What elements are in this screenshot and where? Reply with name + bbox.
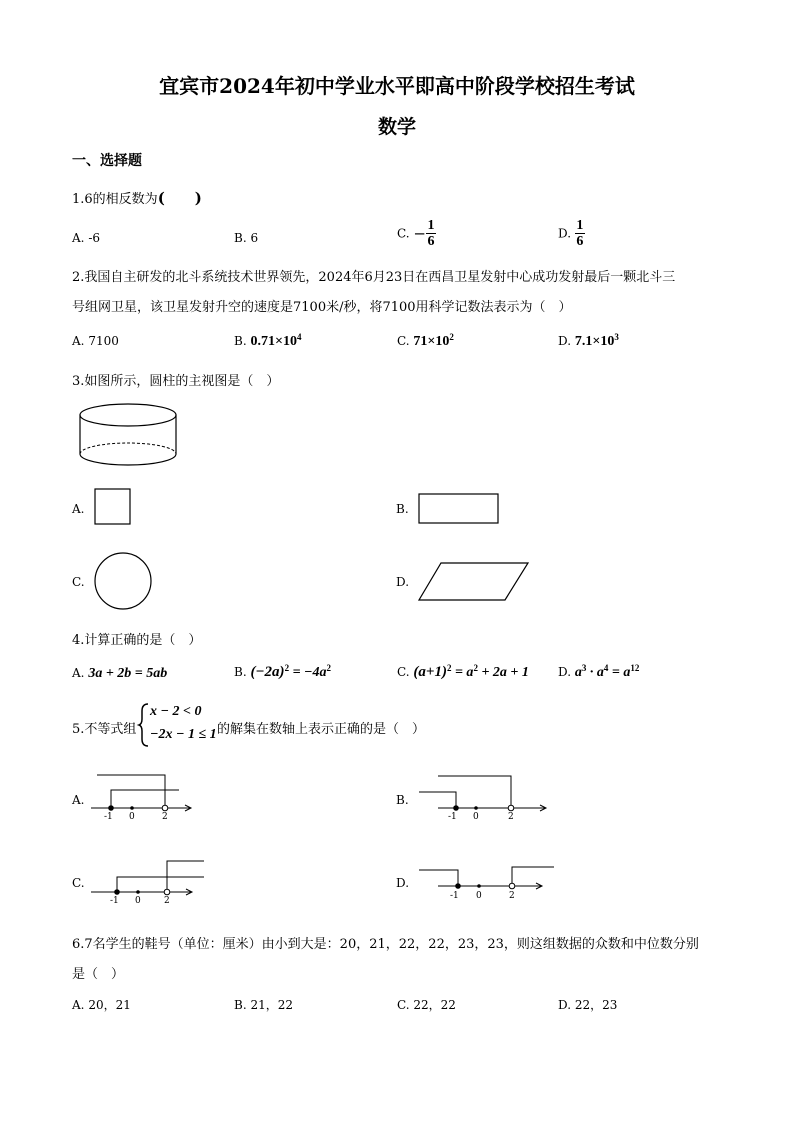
tick-label: -1 bbox=[448, 812, 457, 822]
q5-option-d[interactable]: D. bbox=[396, 876, 410, 890]
q3-option-a[interactable]: A. bbox=[72, 502, 85, 516]
option-label: C. bbox=[397, 665, 410, 679]
option-label: A. bbox=[72, 666, 85, 680]
option-label: D. bbox=[558, 226, 572, 241]
expr-part: (a+1) bbox=[413, 664, 447, 680]
tick-label: 2 bbox=[164, 896, 170, 906]
expr-part: + 2a + 1 bbox=[477, 665, 529, 680]
exponent: 3 bbox=[614, 332, 619, 342]
option-value: 22，23 bbox=[574, 998, 618, 1012]
q3-option-b[interactable]: B. bbox=[396, 502, 409, 516]
exam-title: 宜宾市2024年初中学业水平即高中阶段学校招生考试 bbox=[159, 74, 635, 98]
option-value: 22，22 bbox=[413, 998, 456, 1012]
fraction bbox=[575, 218, 585, 249]
q6-option-d[interactable] bbox=[558, 996, 617, 1013]
option-label: C. bbox=[397, 226, 410, 241]
option-label: C. bbox=[397, 334, 410, 348]
exponent: 2 bbox=[284, 663, 290, 673]
square-shape bbox=[94, 488, 134, 528]
tick-label: -1 bbox=[450, 891, 459, 901]
question-1-text: 1.6的相反数为 bbox=[72, 192, 158, 207]
option-label: D. bbox=[558, 334, 572, 348]
q4-option-a[interactable] bbox=[72, 666, 167, 682]
tick-label: 0 bbox=[129, 812, 135, 822]
expr-part: (−2a) bbox=[250, 664, 285, 680]
fraction bbox=[426, 218, 436, 249]
tick-label: -1 bbox=[104, 812, 113, 822]
denominator: 6 bbox=[427, 234, 435, 249]
question-6-line-2: 是（ ） bbox=[72, 967, 125, 982]
option-label: D. bbox=[558, 665, 572, 679]
q2-option-b[interactable] bbox=[234, 332, 301, 350]
number-line-b bbox=[418, 774, 548, 826]
cylinder-figure bbox=[78, 402, 178, 472]
option-value: 6 bbox=[250, 231, 259, 245]
option-label: B. bbox=[234, 231, 247, 245]
tick-label: 2 bbox=[509, 891, 515, 901]
tick-label: 0 bbox=[476, 891, 482, 901]
option-label: C. bbox=[397, 998, 410, 1012]
minus-sign: − bbox=[413, 224, 426, 243]
inequality-1: x − 2 < 0 bbox=[150, 704, 202, 719]
question-2-line-1: 2.我国自主研发的北斗系统技术世界领先，2024年6月23日在西昌卫星发射中心成功发射最后一颗北斗三 bbox=[72, 270, 676, 285]
expr-part: = a bbox=[608, 665, 631, 680]
denominator: 6 bbox=[576, 234, 584, 249]
system-brace bbox=[138, 703, 150, 747]
q6-option-b[interactable] bbox=[234, 996, 293, 1013]
tick-label: 0 bbox=[135, 896, 141, 906]
section-heading: 一、选择题 bbox=[72, 153, 142, 169]
subject-title: 数学 bbox=[377, 116, 416, 138]
exponent: 4 bbox=[296, 332, 302, 342]
option-label: D. bbox=[558, 998, 572, 1012]
inequality-2: −2x − 1 ≤ 1 bbox=[150, 727, 217, 742]
exponent: 2 bbox=[449, 332, 454, 342]
q5-option-b[interactable]: B. bbox=[396, 793, 409, 807]
numerator: 1 bbox=[576, 218, 584, 233]
tick-label: 2 bbox=[508, 812, 514, 822]
expr-part: = −4a bbox=[289, 665, 327, 680]
exponent: 2 bbox=[326, 663, 332, 673]
number-line-d bbox=[418, 862, 558, 910]
option-value: 7.1×10 bbox=[574, 334, 615, 349]
option-value: 7100 bbox=[88, 334, 119, 348]
question-5-pre: 5.不等式组 bbox=[72, 722, 137, 737]
q5-option-c[interactable]: C. bbox=[72, 876, 85, 890]
option-label: A. bbox=[72, 334, 85, 348]
option-value: -6 bbox=[88, 231, 101, 245]
q2-option-a[interactable] bbox=[72, 334, 119, 348]
option-value: 0.71×10 bbox=[250, 334, 297, 349]
exponent: 2 bbox=[473, 663, 478, 673]
q1-option-b[interactable] bbox=[234, 231, 258, 245]
exponent: 3 bbox=[581, 663, 587, 673]
option-value: 21，22 bbox=[250, 998, 294, 1012]
option-label: A. bbox=[72, 231, 85, 245]
q1-option-a[interactable] bbox=[72, 231, 100, 245]
option-label: B. bbox=[234, 334, 247, 348]
question-4-text: 4.计算正确的是（ ） bbox=[72, 633, 202, 648]
option-label: A. bbox=[72, 998, 85, 1012]
question-6-line-1: 6.7名学生的鞋号（单位：厘米）由小到大是：20，21，22，22，23，23，则这组数据的众数和中位数分别 bbox=[72, 937, 699, 952]
rectangle-shape bbox=[418, 493, 502, 527]
option-label: B. bbox=[234, 998, 247, 1012]
tick-label: -1 bbox=[110, 896, 119, 906]
q4-option-d[interactable] bbox=[558, 663, 639, 681]
expr-part: · a bbox=[586, 665, 604, 680]
tick-label: 0 bbox=[473, 812, 479, 822]
q3-option-d[interactable]: D. bbox=[396, 575, 410, 589]
q1-option-d[interactable] bbox=[558, 218, 585, 249]
option-value: 3a + 2b = 5ab bbox=[88, 666, 168, 681]
question-5-post: 的解集在数轴上表示正确的是（ ） bbox=[217, 722, 426, 737]
expr-part: a bbox=[574, 665, 582, 680]
question-3-text: 3.如图所示，圆柱的主视图是（ ） bbox=[72, 374, 280, 389]
exponent: 4 bbox=[603, 663, 609, 673]
q4-option-b[interactable] bbox=[234, 663, 331, 681]
exponent: 12 bbox=[630, 663, 640, 673]
number-line-c bbox=[90, 858, 210, 910]
question-2-line-2: 号组网卫星，该卫星发射升空的速度是7100米/秒，将7100用科学记数法表示为（ ） bbox=[72, 300, 572, 315]
q3-option-c[interactable]: C. bbox=[72, 575, 85, 589]
option-value: 20，21 bbox=[88, 998, 131, 1012]
q2-option-d[interactable] bbox=[558, 332, 619, 350]
tick-label: 2 bbox=[162, 812, 168, 822]
q6-option-c[interactable] bbox=[397, 996, 456, 1013]
q1-option-c[interactable] bbox=[397, 218, 436, 249]
exponent: 2 bbox=[446, 663, 452, 673]
circle-shape bbox=[93, 552, 155, 614]
expr-part: = a bbox=[451, 665, 474, 680]
question-1 bbox=[72, 187, 202, 208]
numerator: 1 bbox=[427, 218, 435, 233]
parallelogram-shape bbox=[418, 562, 532, 604]
q5-option-a[interactable]: A. bbox=[72, 793, 85, 807]
q4-option-c[interactable] bbox=[397, 663, 529, 681]
q2-option-c[interactable] bbox=[397, 332, 454, 350]
option-label: B. bbox=[234, 665, 247, 679]
q6-option-a[interactable] bbox=[72, 996, 131, 1013]
question-1-paren: ( ) bbox=[157, 189, 202, 207]
option-value: 71×10 bbox=[413, 334, 450, 349]
